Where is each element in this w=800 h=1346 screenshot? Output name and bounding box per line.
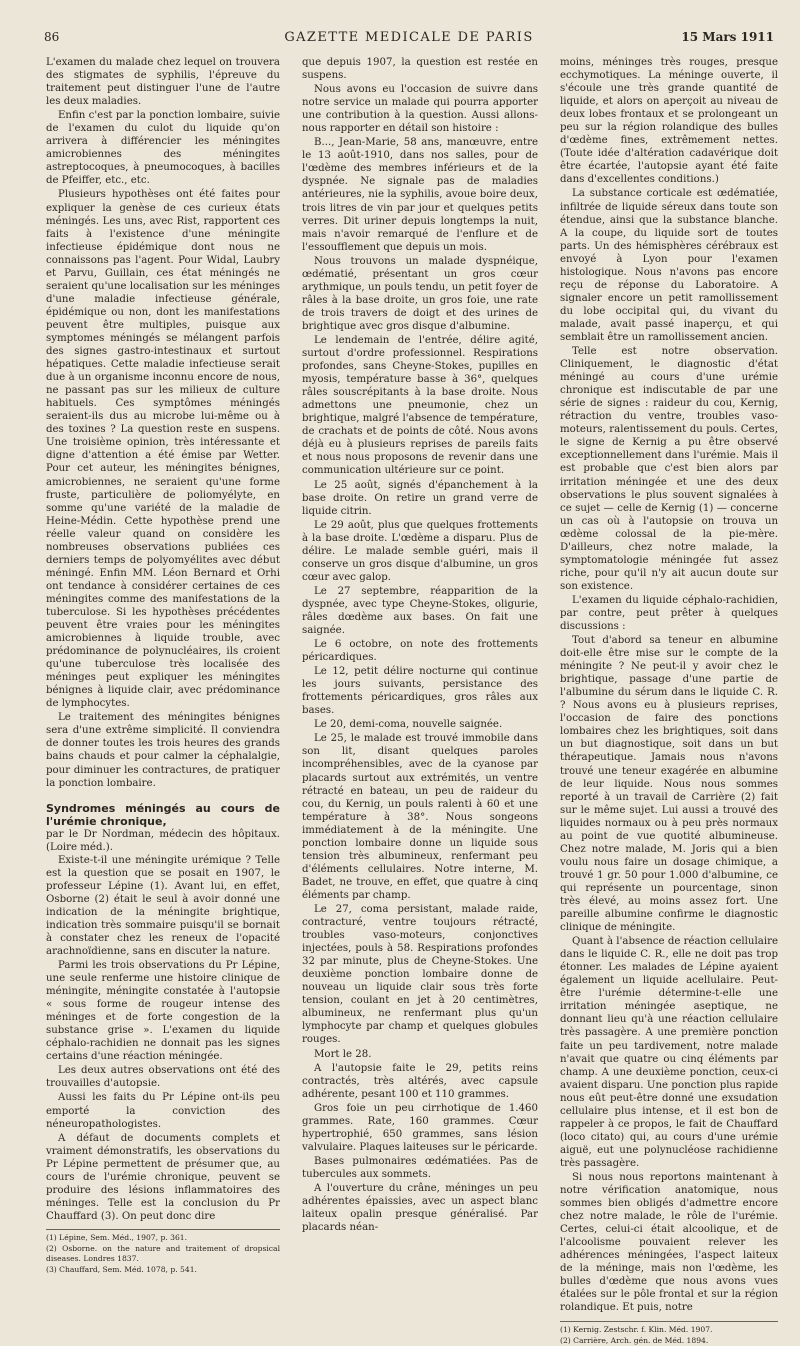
footnote: (1) Lépine, Sem. Méd., 1907, p. 361. [46, 1232, 188, 1242]
article-author: par le Dr Nordman, médecin des hôpitaux. (Loire méd.). [46, 828, 280, 853]
footnote: (3) Chauffard, Sem. Méd. 1078, p. 541. [46, 1264, 197, 1274]
paragraph: Les deux autres observations ont été des trouvailles d'autopsie. [46, 1065, 280, 1090]
paragraph: Si nous nous reportons maintenant à notre vérification anatomique, nous sommes bien obligés d'admettre encore chez notre malade, le rôle de l'urémie. Certes, celui-ci était alcoolique, et de l'alcoolisme pouvaient relever les adhérences méningées, l'aspect laiteux de la méninge, mais non l'œdème, les bulles d'œdème que nous avons vues étalées sur le pôle frontal et sur la région rolandique. Et puis, notre [560, 1171, 778, 1314]
paragraph: Le 29 août, plus que quelques frottements à la base droite. L'œdème a disparu. Plus de délire. Le malade semble guéri, mais il conserve un gros disque d'albumine, un gros cœur avec galop. [302, 519, 538, 583]
column-right [560, 56, 778, 1345]
paragraph: Existe-t-il une méningite urémique ? Telle est la question que se posait en 1907, le professeur Lépine (1). Avant lui, en effet, Osborne (2) était le seul à avoir donné une indication de la méningite brightique, indication très sommaire puisqu'il se bornait à constater chez les reneux de l'opacité arachnoïdienne, sans en discuter la nature. [46, 854, 280, 957]
paragraph: Le 27, coma persistant, malade raide, contracturé, ventre toujours rétracté, troubles vaso-moteurs, conjonctives injectées, pouls à 58. Respirations profondes 32 par minute, plus de Cheyne-Stokes. Une deuxième ponction lombaire donne de nouveau un liquide clair sous très forte tension, coulant en jet à 20 centimètres, albumineux, ne renfermant plus qu'un lymphocyte par champ et quelques globules rouges. [302, 904, 538, 1046]
paragraph: Gros foie un peu cirrhotique de 1.460 grammes. Rate, 160 grammes. Cœur hypertrophié, 650 grammes, sans lésion valvulaire. Plaques laiteuses sur le péricarde. [302, 1102, 538, 1153]
paragraph: Mort le 28. [314, 1048, 372, 1060]
article-title: Syndromes méningés au cours de l'urémie chronique, [46, 801, 280, 828]
footnotes [46, 1229, 280, 1275]
paragraph: Telle est notre observation. Cliniquement, le diagnostic d'état méningé au cours d'une urémie chronique est indiscutable de par une série de signes : raideur du cou, Kernig, rétraction du ventre, troubles vaso-moteurs, ralentissement du pouls. Certes, le signe de Kernig a pu être observé exceptionnellement dans l'urémie. Mais il est probable que c'est bien alors par irritation méningée et une des deux observations le plus souvent signalées à ce sujet — celle de Kernig (1) — concerne un cas où à l'autopsie on trouva un œdème colossal de la pie-mère. D'ailleurs, chez notre malade, la symptomatologie méningée fut assez riche, pour qu'il n'y ait aucun doute sur son existence. [560, 346, 778, 592]
paragraph: Le 27 septembre, réapparition de la dyspnée, avec type Cheyne-Stokes, oligurie, râles dœdème aux bases. On fait une saignée. [302, 585, 538, 637]
footnote: (1) Kernig. Zestschr. f. Klin. Méd. 1907. [560, 1324, 713, 1334]
paragraph: La substance corticale est œdématiée, infiltrée de liquide séreux dans toute son étendue, ainsi que la substance blanche. A la coupe, du liquide sort de toutes parts. Un des hémisphères cérébraux est envoyé à Lyon pour l'examen histologique. Nous n'avons pas encore reçu de réponse du Laboratoire. A signaler encore un petit ramollissement du lobe occipital qui, du vivant du malade, avait passé inaperçu, et qui semblait être un ramollissement ancien. [560, 188, 778, 343]
paragraph: A défaut de documents complets et vraiment démonstratifs, les observations du Pr Lépine permettent de présumer que, au cours de l'urémie chronique, peuvent se produire des lésions inflammatoires des méninges. Telle est la conclusion du Pr Chauffard (3). On peut donc dire [46, 1132, 280, 1222]
paragraph: que depuis 1907, la question est restée en suspens. [302, 57, 538, 82]
paragraph: Le 12, petit délire nocturne qui continue les jours suivants, persistance des frottements péricardiques, gros râles aux bases. [302, 666, 538, 717]
paragraph: Tout d'abord sa teneur en albumine doit-elle être mise sur le compte de la méningite ? Ne peut-il y avoir chez le brightique, passage d'une partie de l'albumine du sérum dans le liquide C. R. ? Nous avons eu à plusieurs reprises, l'occasion de faire des ponctions lombaires chez les brightiques, soit dans un but diagnostique, soit dans un but thérapeutique. Jamais nous n'avons trouvé une teneur exagérée en albumine de leur liquide. Nous nous sommes reporté à un travail de Carrière (2) fait sur le même sujet. Lui aussi a trouvé des liquides normaux ou à peu près normaux au point de vue quotité albumineuse. Chez notre malade, M. Joris qui a bien voulu nous faire un dosage chimique, a trouvé 1 gr. 50 pour 1.000 d'albumine, ce qui représente un pourcentage, sinon très élevé, au moins assez fort. Une pareille albumine confirme le diagnostic clinique de méningite. [560, 635, 778, 934]
paragraph: Le 25 août, signés d'épanchement à la base droite. On retire un grand verre de liquide citrin. [302, 479, 538, 517]
paragraph: B..., Jean-Marie, 58 ans, manœuvre, entre le 13 août-1910, dans nos salles, pour de l'œdème des membres inférieurs et de la dyspnée. Ne signale pas de maladies antérieures, nie la syphilis, avoue boire deux, trois litres de vin par jour et quelques petits verres. Dit uriner depuis longtemps la nuit, mais n'avoir remarqué de l'enflure et de l'essoufflement que depuis un mois. [302, 137, 538, 253]
column-middle [302, 56, 538, 1234]
paragraph: Plusieurs hypothèses ont été faites pour expliquer la genèse de ces curieux états méningés. Les uns, avec Rist, rapportent ces faits à l'existence d'une méningite infectieuse épidémique dont nous ne connaissons pas l'agent. Pour Widal, Laubry et Parvu, Guillain, ces état méningés ne seraient qu'une localisation sur les méninges d'une maladie infectieuse générale, épidémique ou non, dont les manifestations peuvent être multiples, puisque aux symptomes méningés se mélangent parfois des signes gastro-intestinaux et surtout hépatiques. Cette maladie infectieuse serait due à un organisme inconnu encore de nous, ne passant pas sur les milieux de culture habituels. Ces symptômes méningés seraient-ils dus au microbe lui-même ou à des toxines ? La question reste en suspens. Une troisième opinion, très intéressante et digne d'attention a été émise par Wetter. Pour cet auteur, les méningites bénignes, amicrobiennes, ne seraient qu'une forme fruste, particulière de poliomyélyte, en somme qu'une variété de la maladie de Heine-Médin. Cette hypothèse prend une réelle valeur quand on considère les nombreuses observations publiées ces derniers temps de polyomyélites avec début méningé. Enfin MM. Léon Bernard et Orhi ont tendance à considérer certaines de ces méningites comme des manifestations de la tuberculose. Si les hypothèses précédentes peuvent être vraies pour les méningites amicrobiennes à liquide trouble, avec prédominance de polynucléaires, ils croient qu'une tuberculose très localisée des méninges peut expliquer les méningites bénignes à liquide clair, avec prédominance de lymphocytes. [46, 189, 280, 710]
journal-title: GAZETTE MEDICALE DE PARIS [284, 30, 534, 45]
page-number: 86 [44, 30, 60, 44]
paragraph: Le 20, demi-coma, nouvelle saignée. [314, 719, 503, 731]
paragraph: L'examen du malade chez lequel on trouvera des stigmates de syphilis, l'épreuve du traitement peut distinguer l'une de l'autre les deux maladies. [46, 57, 280, 108]
paragraph: Nous avons eu l'occasion de suivre dans notre service un malade qui pourra apporter une contribution à la question. Aussi allons-nous rapporter en détail son histoire : [302, 84, 538, 135]
footnotes [560, 1321, 778, 1346]
footnote: (2) Osborne. on the nature and traitement of dropsical diseases. Londres 1837. [46, 1243, 280, 1263]
paragraph: A l'ouverture du crâne, méninges un peu adhérentes épaissies, avec un aspect blanc laiteux opalin presque généralisé. Par placards néan- [302, 1182, 538, 1234]
paragraph: moins, méninges très rouges, presque ecchymotiques. La méninge ouverte, il s'écoule une très grande quantité de liquide, et alors on aperçoit au niveau de deux lobes frontaux et se prolongeant un peu sur la région rolandique des bulles d'œdème fines, extrêmement nettes. (Toute idée d'altération cadavérique doit être écartée, l'autopsie ayant été faite dans d'excellentes conditions.) [560, 57, 778, 186]
paragraph: Aussi les faits du Pr Lépine ont-ils peu emporté la conviction des néneuropathologistes. [46, 1092, 280, 1130]
page-header [44, 30, 774, 50]
footnote: (2) Carrière, Arch. gén. de Méd. 1894. [560, 1335, 709, 1345]
column-left [46, 56, 280, 1274]
paragraph: A l'autopsie faite le 29, petits reins contractés, très altérés, avec capsule adhérente, pesant 100 et 110 grammes. [302, 1062, 538, 1100]
paragraph: L'examen du liquide céphalo-rachidien, par contre, peut prêter à quelques discussions : [560, 594, 778, 633]
paragraph: Le lendemain de l'entrée, délire agité, surtout d'ordre professionnel. Respirations profondes, sans Cheyne-Stokes, pupilles en myosis, température basse à 36°, quelques râles souscrépitants à la base droite. Nous admettons une pneumonie, chez un brightique, malgré l'absence de température, de crachats et de points de côté. Nous avons déjà eu à plusieurs reprises de pareils faits et nous nous proposons de revenir dans une communication ultérieure sur ce point. [302, 334, 538, 477]
paragraph: Le traitement des méningites bénignes sera d'une extrême simplicité. Il conviendra de donner toutes les trois heures des grands bains chauds et pour calmer la céphalalgie, pour diminuer les contractures, de pratiquer la ponction lombaire. [46, 712, 280, 789]
paragraph: Nous trouvons un malade dyspnéique, œdématié, présentant un gros cœur arythmique, un pouls tendu, un petit foyer de râles à la base droite, un gros foie, une rate de trois travers de doigt et des urines de brightique avec gros disque d'albumine. [302, 255, 538, 332]
paragraph: Enfin c'est par la ponction lombaire, suivie de l'examen du culot du liquide qu'on arrivera à différencier les méningites amicrobiennes des méningites astreptocoques, à pneumocoques, à bacilles de Pfeiffer, etc., etc. [46, 110, 280, 187]
paragraph: Parmi les trois observations du Pr Lépine, une seule renferme une histoire clinique de méningite, méningite constatée à l'autopsie « sous forme de rougeur intense des méninges et de forte congestion de la substance grise ». L'examen du liquide céphalo-rachidien ne donnait pas les signes certains d'une réaction méningée. [46, 960, 280, 1063]
issue-date: 15 Mars 1911 [681, 30, 774, 44]
paragraph: Le 25, le malade est trouvé immobile dans son lit, disant quelques paroles incompréhensibles, avec de la cyanose par placards surtout aux extrémités, un ventre rétracté en bateau, un peu de raideur du cou, du Kernig, un pouls ralenti à 60 et une température à 38°. Nous songeons immédiatement à de la méningite. Une ponction lombaire donne un liquide sous tension très albumineux, renfermant peu d'éléments cellulaires. Notre interne, M. Badet, ne trouve, en effet, que quatre à cinq éléments par champ. [302, 733, 538, 901]
paragraph: Quant à l'absence de réaction cellulaire dans le liquide C. R., elle ne doit pas trop étonner. Les malades de Lépine ayaient également un liquide acellulaire. Peut-être l'urémie détermine-t-elle une irritation méningée aseptique, ne donnant lieu qu'à une réaction cellulaire très passagère. A une première ponction faite un peu tardivement, notre malade n'avait que quatre ou cinq éléments par champ. A une deuxième ponction, ceux-ci avaient disparu. Une ponction plus rapide nous eût peut-être donné une exsudation cellulaire plus intense, et il est bon de rappeler à ce propos, le fait de Chauffard (loco citato) qui, au cours d'une urémie aiguë, eut une polynucléose rachidienne très passagère. [560, 936, 778, 1169]
paragraph: Le 6 octobre, on note des frottements péricardiques. [302, 639, 538, 664]
paragraph: Bases pulmonaires œdématiées. Pas de tubercules aux sommets. [302, 1155, 538, 1180]
